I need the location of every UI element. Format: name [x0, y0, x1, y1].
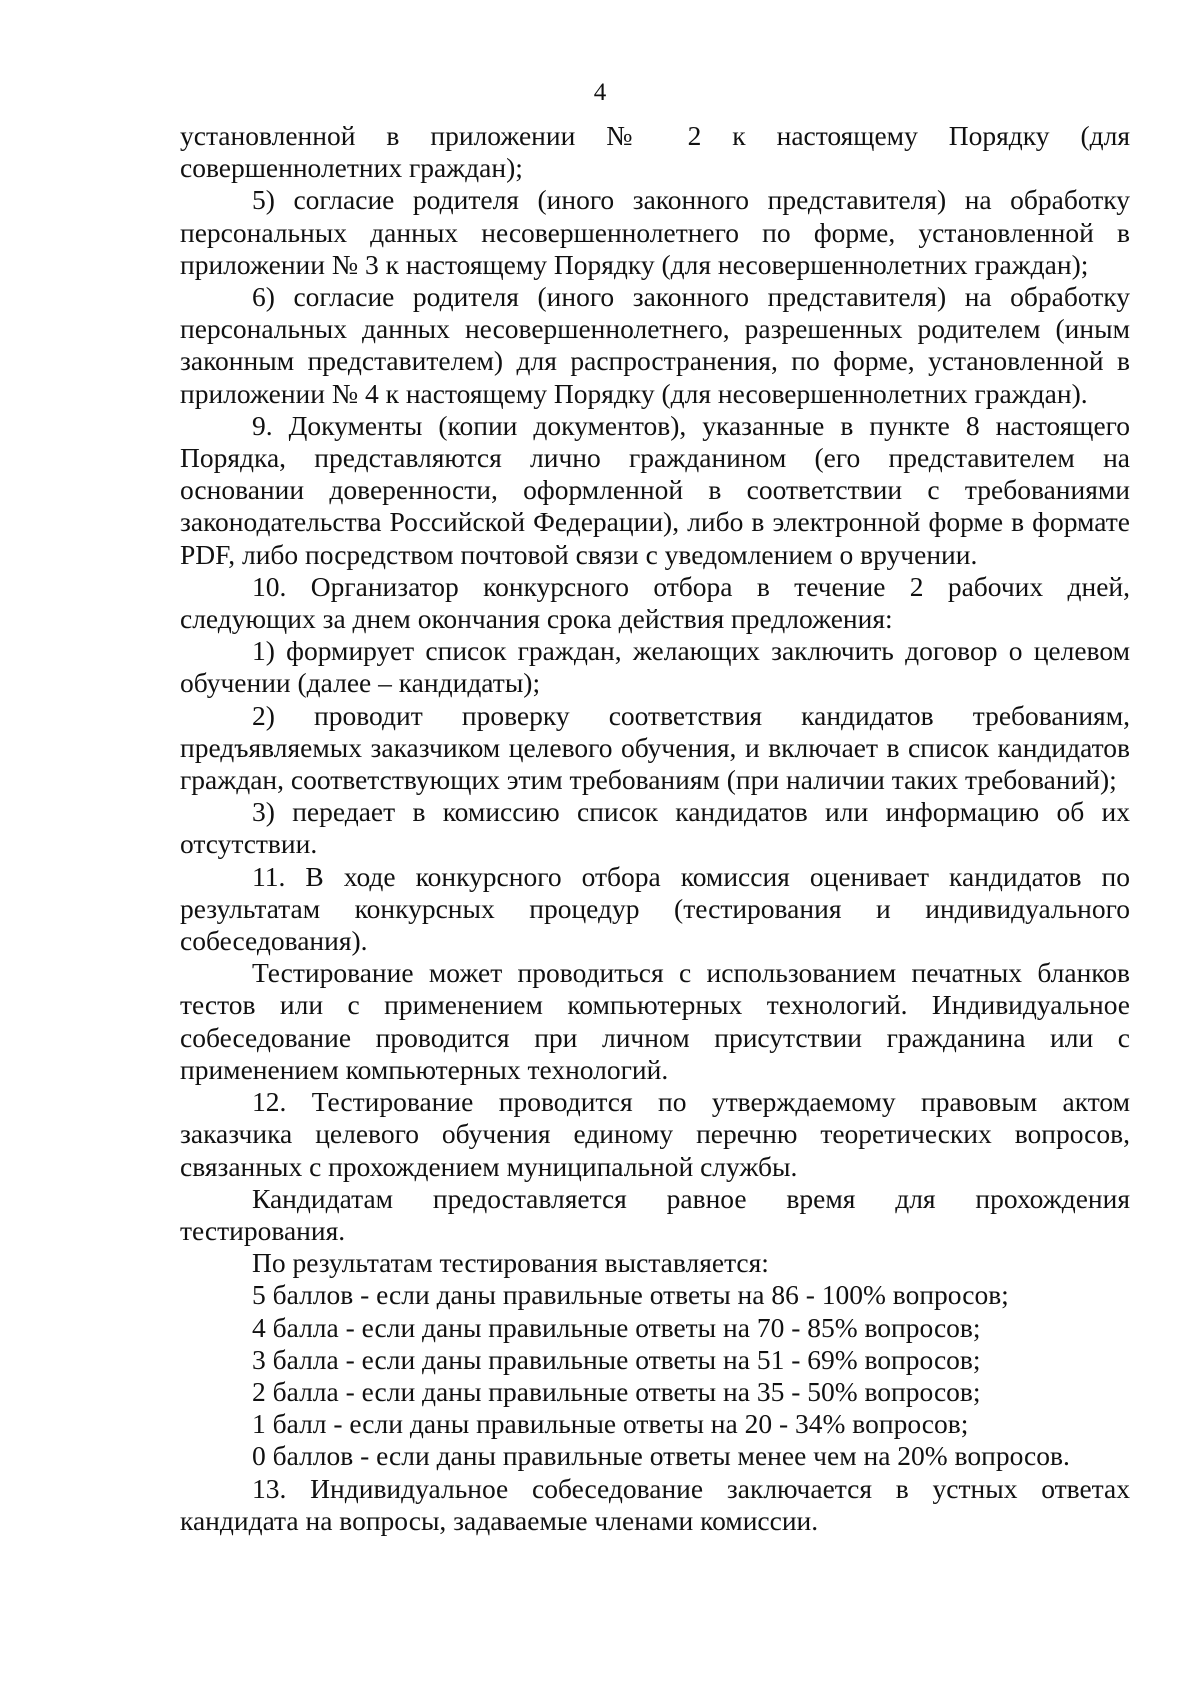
document-body [180, 120, 1130, 1537]
paragraph-appendix-2-continuation: установленной в приложении № 2 к настоящему Порядку (для совершеннолетних граждан); [180, 120, 1130, 184]
paragraph-item-6: 6) согласие родителя (иного законного представителя) на обработку персональных данных несовершеннолетнего, разрешенных родителем (иным законным представителем) для распространения, по форме, установленной в приложении № 4 к настоящему Порядку (для несовершеннолетних граждан). [180, 281, 1130, 409]
paragraph-clause-11: 11. В ходе конкурсного отбора комиссия оценивает кандидатов по результатам конкурсных процедур (тестирования и индивидуального собеседования). [180, 860, 1130, 957]
score-line-3: 3 балла - если даны правильные ответы на 51 - 69% вопросов; [252, 1343, 981, 1375]
page-number: 4 [593, 79, 607, 106]
paragraph-clause-9: 9. Документы (копии документов), указанные в пункте 8 настоящего Порядка, представляются лично гражданином (его представителем на основании доверенности, оформленной в соответствии с требованиями законодательства Российской Федерации), либо в электронной форме в формате PDF, либо посредством почтовой связи с уведомлением о вручении. [180, 409, 1130, 570]
score-line-1: 1 балл - если даны правильные ответы на 20 - 34% вопросов; [252, 1408, 969, 1440]
paragraph-clause-13: 13. Индивидуальное собеседование заключается в устных ответах кандидата на вопросы, задаваемые членами комиссии. [180, 1472, 1130, 1536]
score-line-0: 0 баллов - если даны правильные ответы менее чем на 20% вопросов. [252, 1440, 1070, 1472]
paragraph-testing-methods: Тестирование может проводиться с использованием печатных бланков тестов или с применением компьютерных технологий. Индивидуальное собеседование проводится при личном присутствии гражданина или с применением компьютерных технологий. [180, 957, 1130, 1085]
paragraph-clause-10-2: 2) проводит проверку соответствия кандидатов требованиям, предъявляемых заказчиком целевого обучения, и включает в список кандидатов граждан, соответствующих этим требованиям (при наличии таких требований); [180, 699, 1130, 796]
paragraph-equal-time: Кандидатам предоставляется равное время для прохождения тестирования. [180, 1182, 1130, 1246]
paragraph-clause-12: 12. Тестирование проводится по утверждаемому правовым актом заказчика целевого обучения единому перечню теоретических вопросов, связанных с прохождением муниципальной службы. [180, 1086, 1130, 1182]
paragraph-clause-10-3: 3) передает в комиссию список кандидатов или информацию об их отсутствии. [180, 796, 1130, 860]
score-line-4: 4 балла - если даны правильные ответы на 70 - 85% вопросов; [252, 1311, 981, 1343]
paragraph-clause-10-1: 1) формирует список граждан, желающих заключить договор о целевом обучении (далее – кандидаты); [180, 635, 1130, 699]
score-line-5: 5 баллов - если даны правильные ответы на 86 - 100% вопросов; [252, 1279, 1009, 1311]
score-line-2: 2 балла - если даны правильные ответы на 35 - 50% вопросов; [252, 1375, 981, 1407]
paragraph-results-intro: По результатам тестирования выставляется: [252, 1247, 769, 1279]
paragraph-clause-10: 10. Организатор конкурсного отбора в течение 2 рабочих дней, следующих за днем окончания срока действия предложения: [180, 570, 1130, 635]
paragraph-item-5: 5) согласие родителя (иного законного представителя) на обработку персональных данных несовершеннолетнего по форме, установленной в приложении № 3 к настоящему Порядку (для несовершеннолетних граждан); [180, 184, 1130, 280]
